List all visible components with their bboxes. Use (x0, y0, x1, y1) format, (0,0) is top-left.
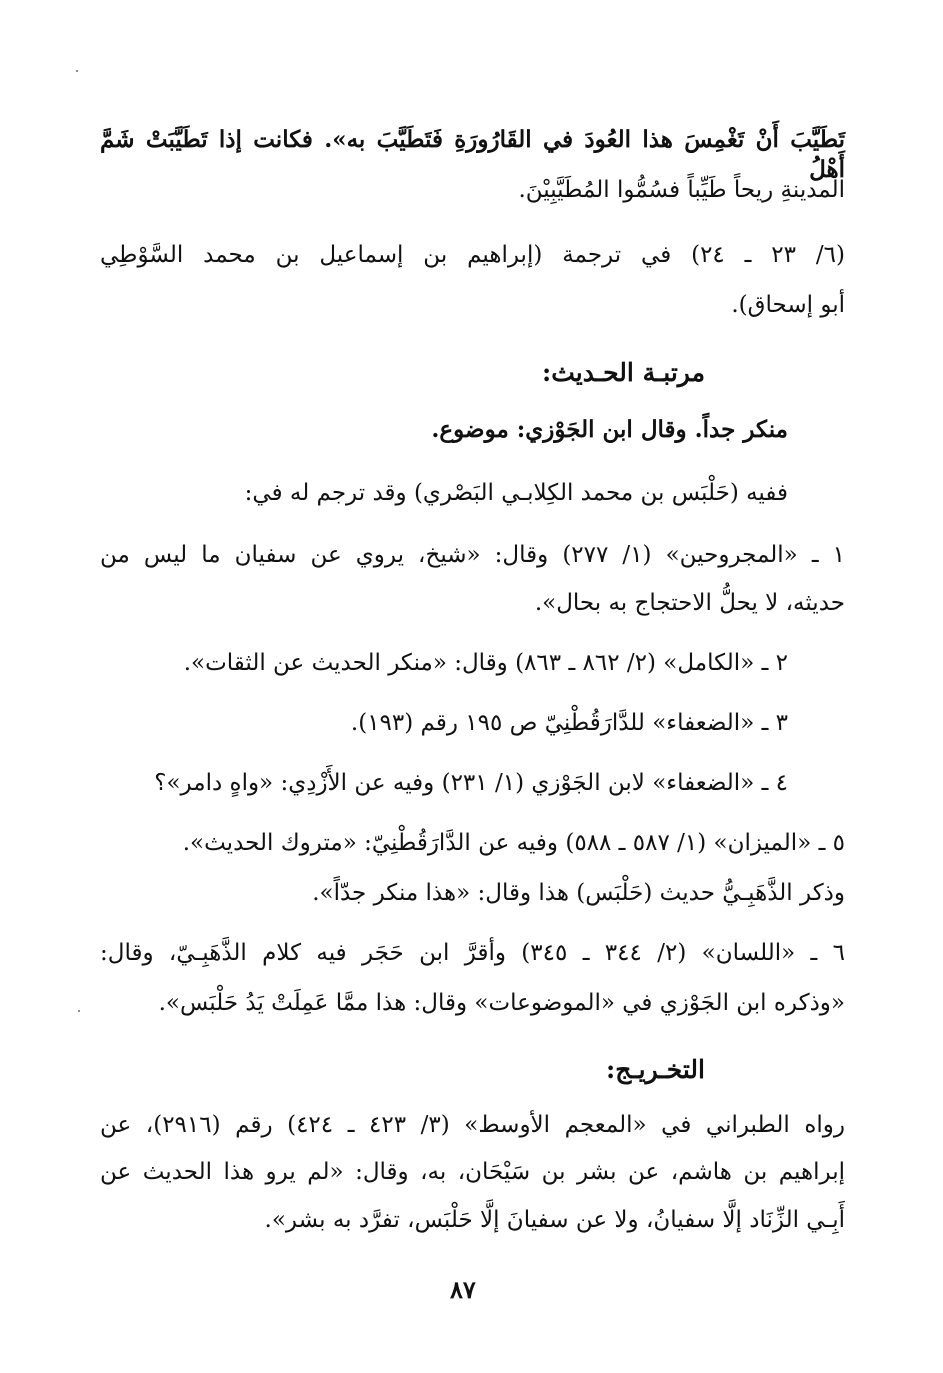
text-line-15: «وذكره ابن الجَوْزي في «الموضوعات» وقال: هذا ممَّا عَمِلَتْ يَدُ حَلْبَس». (158, 990, 845, 1016)
text-line-1: تَطَيَّبَ أَنْ تَغْمِسَ هذا العُودَ في القَارُورَةِ فَتَطَيَّبَ به». فكانت إذا تَطَيَّبَتْ شَمَّ أَهْلُ (100, 126, 845, 183)
section-heading-rank: مرتبـة الحـديث: (541, 358, 705, 387)
text-line-18: أَبِـي الزِّنَاد إلَّا سفيانُ، ولا عن سفيانَ إلَّا حَلْبَس، تفرَّد به بشر». (264, 1207, 845, 1233)
text-line-16: رواه الطبراني في «المعجم الأوسط» (٣/ ٤٢٣ ـ ٤٢٤) رقم (٢٩١٦)، عن (100, 1112, 845, 1138)
text-line-8: حديثه، لا يحلُّ الاحتجاج به بحال». (534, 590, 845, 616)
text-line-11: ٤ ـ «الضعفاء» لابن الجَوْزي (١/ ٢٣١) وفيه عن الأَزْدِي: «واهٍ دامر»؟ (154, 770, 788, 796)
text-line-2: المدينةِ ريحاً طَيِّباً فسُمُّوا المُطَيَّبِيْنَ. (518, 177, 845, 203)
text-line-3: (٦/ ٢٣ ـ ٢٤) في ترجمة (إبراهيم بن إسماعيل بن محمد السَّوْطِي (100, 242, 845, 268)
text-line-9: ٢ ـ «الكامل» (٢/ ٨٦٢ ـ ٨٦٣) وقال: «منكر الحديث عن الثقات». (183, 650, 788, 676)
text-line-7: ١ ـ «المجروحين» (١/ ٢٧٧) وقال: «شيخ، يروي عن سفيان ما ليس من (100, 542, 845, 568)
scan-speck (76, 70, 78, 72)
page-number: ٨٧ (450, 1275, 476, 1304)
text-line-6: ففيه (حَلْبَس بن محمد الكِلابـي البَصْري) وقد ترجم له في: (244, 480, 788, 506)
text-line-10: ٣ ـ «الضعفاء» للدَّارَقُطْنِيّ ص ١٩٥ رقم (١٩٣). (350, 710, 788, 736)
text-line-4: أبو إسحاق). (731, 292, 845, 318)
text-line-13: وذكر الذَّهَبِـيُّ حديث (حَلْبَس) هذا وقال: «هذا منكر جدّاً». (312, 880, 845, 906)
text-line-12: ٥ ـ «الميزان» (١/ ٥٨٧ ـ ٥٨٨) وفيه عن الدَّارَقُطْنِيّ: «متروك الحديث». (182, 830, 845, 856)
section-heading-takhrij: التخـريـج: (605, 1055, 705, 1084)
text-line-5: منكر جداً. وقال ابن الجَوْزي: موضوع. (431, 416, 788, 443)
text-line-17: إبراهيم بن هاشم، عن بشر بن سَيْحَان، به، وقال: «لم يرو هذا الحديث عن (100, 1159, 845, 1185)
text-line-14: ٦ ـ «اللسان» (٢/ ٣٤٤ ـ ٣٤٥) وأقرَّ ابن حَجَر فيه كلام الذَّهَبِـيّ، وقال: (100, 940, 846, 966)
scan-speck (78, 1010, 80, 1012)
